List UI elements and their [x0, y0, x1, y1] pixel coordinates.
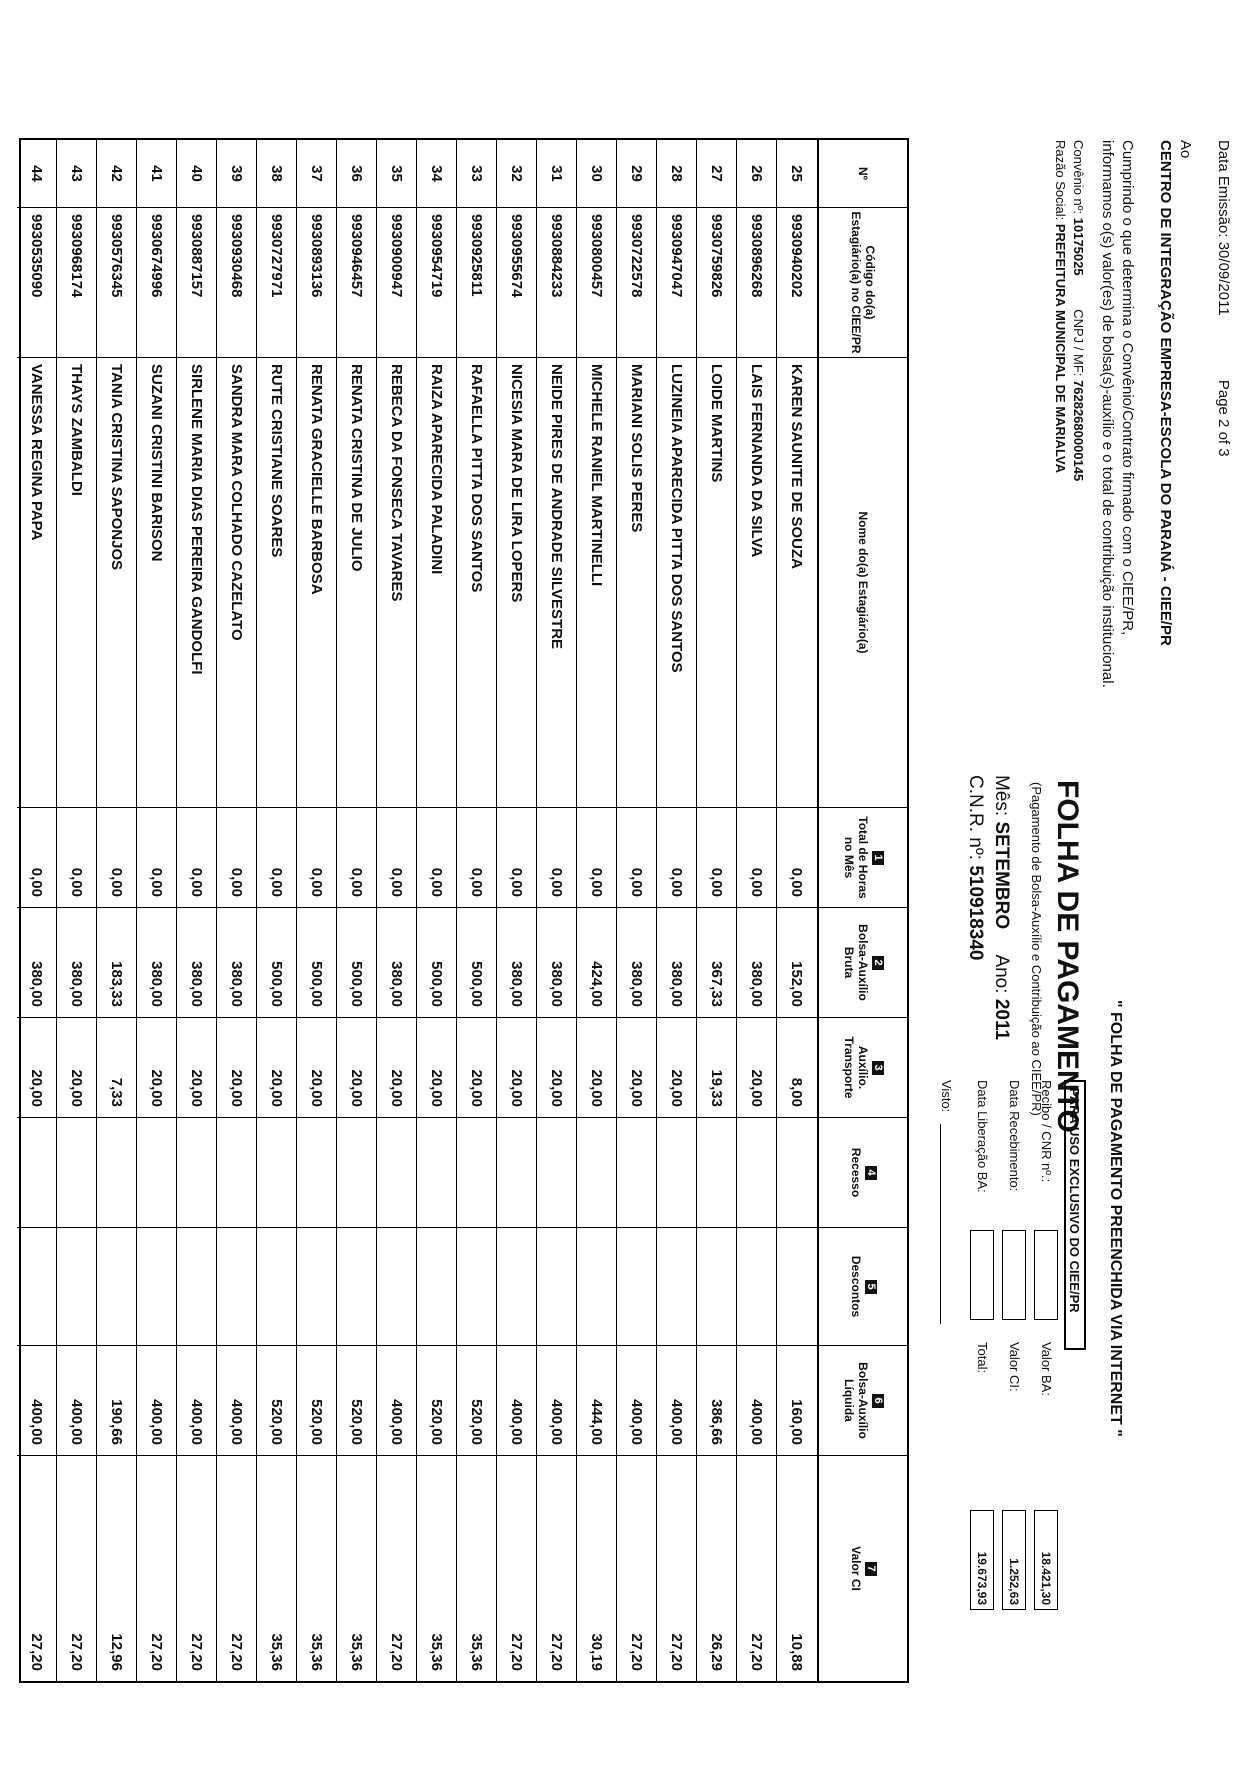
ciee-box-title: PARA USO EXCLUSIVO DO CIEE/PR — [1064, 1080, 1086, 1350]
page-title: FOLHA DE PAGAMENTO — [1051, 780, 1084, 1133]
cell-descontos — [537, 1228, 577, 1346]
cell-descontos — [57, 1228, 97, 1346]
cell-valor-ci: 27,20 — [28, 1633, 46, 1671]
column-header-intern-code — [819, 208, 907, 358]
valor-ba-field: 18.421,30 — [1034, 1510, 1058, 1610]
cell-row-number: 33 — [457, 140, 497, 208]
cell-auxilio-transporte: 20,00 — [257, 1018, 297, 1118]
cell-intern-code: 9930968174 — [57, 208, 97, 358]
cell-valor-ci: 35,36 — [348, 1633, 366, 1671]
cell-intern-code: 9930954719 — [417, 208, 457, 358]
cell-intern-name: MICHELE RANIEL MARTINELLI — [577, 358, 617, 808]
cell-intern-name: MARIANI SOLIS PERES — [617, 358, 657, 808]
column-number-badge: 2 — [872, 956, 884, 970]
cell-valor-ci: 27,20 — [148, 1633, 166, 1671]
cell-row-number: 37 — [297, 140, 337, 208]
cell-row-number: 30 — [577, 140, 617, 208]
recibo-field[interactable] — [1034, 1230, 1058, 1320]
cell-valor-ci: 30,19 — [588, 1633, 606, 1671]
cell-row-number: 28 — [657, 140, 697, 208]
cell-intern-name: REBECA DA FONSECA TAVARES — [377, 358, 417, 808]
cell-intern-code: 9930893136 — [297, 208, 337, 358]
cell-intern-code: 9930896268 — [737, 208, 777, 358]
cell-bolsa-liquida: 400,00 — [217, 1346, 257, 1456]
cell-intern-name: RUTE CRISTIANE SOARES — [257, 358, 297, 808]
cell-total-hours: 0,00 — [177, 808, 217, 908]
cell-bolsa-bruta: 380,00 — [57, 908, 97, 1018]
cell-row-number: 44 — [17, 140, 57, 208]
column-header-label: Código do(a) Estagiário(a) no CIEE/PR — [849, 211, 877, 354]
cell-recesso — [617, 1118, 657, 1228]
cell-intern-code: 9930727971 — [257, 208, 297, 358]
cell-recesso — [457, 1118, 497, 1228]
cell-valor-ci: 35,36 — [268, 1633, 286, 1671]
cell-total-hours: 0,00 — [377, 808, 417, 908]
cell-descontos — [457, 1228, 497, 1346]
cell-intern-name: RAFAELLA PITTA DOS SANTOS — [457, 358, 497, 808]
cell-intern-code: 9930674996 — [137, 208, 177, 358]
ciee-exclusive-box — [939, 1080, 1086, 1660]
cell-auxilio-transporte: 7,33 — [97, 1018, 137, 1118]
cell-auxilio-transporte: 20,00 — [177, 1018, 217, 1118]
cell-intern-name: NEIDE PIRES DE ANDRADE SILVESTRE — [537, 358, 577, 808]
cell-recesso — [257, 1118, 297, 1228]
cell-row-number: 32 — [497, 140, 537, 208]
cell-bolsa-bruta: 500,00 — [257, 908, 297, 1018]
column-header-label: Total de Horas no Mês — [842, 816, 870, 899]
data-emissao-label: Data Emissão: — [1215, 140, 1232, 238]
cell-auxilio-transporte: 20,00 — [297, 1018, 337, 1118]
cell-intern-code: 9930930468 — [217, 208, 257, 358]
cell-total-hours: 0,00 — [697, 808, 737, 908]
cell-intern-name: LOIDE MARTINS — [697, 358, 737, 808]
table-row — [176, 140, 217, 1681]
cell-recesso — [337, 1118, 377, 1228]
cell-intern-code: 9930955674 — [497, 208, 537, 358]
cell-descontos — [177, 1228, 217, 1346]
ano-label: Ano: — [991, 954, 1012, 994]
column-header-label: Bolsa-Auxílio Líquida — [842, 1362, 870, 1439]
cell-bolsa-liquida: 520,00 — [417, 1346, 457, 1456]
total-field: 19.673,93 — [970, 1510, 994, 1610]
cell-auxilio-transporte: 20,00 — [497, 1018, 537, 1118]
column-number-badge: 3 — [872, 1061, 884, 1075]
cell-auxilio-transporte: 20,00 — [137, 1018, 177, 1118]
cell-recesso — [217, 1118, 257, 1228]
table-row — [256, 140, 297, 1681]
cell-row-number: 41 — [137, 140, 177, 208]
cell-descontos — [257, 1228, 297, 1346]
column-header-auxilio-transporte — [819, 1018, 907, 1118]
cell-row-number: 38 — [257, 140, 297, 208]
table-row — [696, 140, 737, 1681]
cell-valor-ci: 27,20 — [388, 1633, 406, 1671]
cell-intern-name: SANDRA MARA COLHADO CAZELATO — [217, 358, 257, 808]
table-row — [616, 140, 657, 1681]
cell-descontos — [697, 1228, 737, 1346]
cell-bolsa-bruta: 380,00 — [377, 908, 417, 1018]
table-row — [216, 140, 257, 1681]
cell-descontos — [137, 1228, 177, 1346]
table-row — [56, 140, 97, 1681]
cell-descontos — [777, 1228, 817, 1346]
cell-valor-ci: 26,29 — [708, 1633, 726, 1671]
column-header-valor-ci — [819, 1456, 907, 1681]
cell-descontos — [417, 1228, 457, 1346]
convenio-value: 10175025 — [1071, 217, 1086, 276]
mes-label: Mês: — [991, 775, 1012, 817]
cell-auxilio-transporte: 19,33 — [697, 1018, 737, 1118]
convenio-label: Convênio nº: — [1071, 140, 1086, 215]
column-number-badge: 4 — [865, 1166, 877, 1180]
cell-descontos — [377, 1228, 417, 1346]
column-header-recesso — [819, 1118, 907, 1228]
cell-intern-name: RENATA CRISTINA DE JULIO — [337, 358, 377, 808]
column-header-label: Bolsa-Auxílio Bruta — [842, 924, 870, 1001]
visto-label: Visto: — [939, 1080, 954, 1113]
cell-valor-ci: 12,96 — [108, 1633, 126, 1671]
cell-descontos — [497, 1228, 537, 1346]
cell-valor-ci: 27,20 — [228, 1633, 246, 1671]
cell-intern-code: 9930576345 — [97, 208, 137, 358]
cell-bolsa-liquida: 400,00 — [177, 1346, 217, 1456]
valor-ci-field: 1.252,63 — [1002, 1510, 1026, 1610]
cell-recesso — [537, 1118, 577, 1228]
cell-intern-code: 9930800457 — [577, 208, 617, 358]
table-header-row — [817, 140, 907, 1681]
table-row — [296, 140, 337, 1681]
cell-intern-code: 9930759826 — [697, 208, 737, 358]
cell-total-hours: 0,00 — [297, 808, 337, 908]
cell-recesso — [417, 1118, 457, 1228]
cell-row-number: 26 — [737, 140, 777, 208]
cell-row-number: 42 — [97, 140, 137, 208]
cnr-value: 510918340 — [965, 865, 986, 961]
cell-bolsa-liquida: 400,00 — [497, 1346, 537, 1456]
month-year-line — [990, 775, 1012, 1040]
ao-label: Ao — [1177, 140, 1194, 159]
cell-total-hours: 0,00 — [457, 808, 497, 908]
cell-valor-ci: 27,20 — [188, 1633, 206, 1671]
cell-auxilio-transporte: 20,00 — [537, 1018, 577, 1118]
cell-intern-code: 9930946457 — [337, 208, 377, 358]
cell-bolsa-bruta: 500,00 — [337, 908, 377, 1018]
razao-label: Razão Social: — [1053, 140, 1068, 221]
cell-bolsa-liquida: 444,00 — [577, 1346, 617, 1456]
cell-auxilio-transporte: 20,00 — [457, 1018, 497, 1118]
razao-value: PREFEITURA MUNICIPAL DE MARIALVA — [1053, 223, 1068, 474]
cell-row-number: 39 — [217, 140, 257, 208]
valor-ci-label: Valor CI: — [1007, 1342, 1022, 1392]
cell-descontos — [97, 1228, 137, 1346]
cnpj-value: 76282680000145 — [1071, 380, 1086, 482]
cell-total-hours: 0,00 — [657, 808, 697, 908]
cnr-line — [964, 775, 986, 960]
cell-valor-ci: 27,20 — [508, 1633, 526, 1671]
razao-line — [1053, 140, 1068, 473]
cell-recesso — [577, 1118, 617, 1228]
cell-row-number: 40 — [177, 140, 217, 208]
cell-total-hours: 0,00 — [617, 808, 657, 908]
table-row — [456, 140, 497, 1681]
cell-recesso — [57, 1118, 97, 1228]
recebimento-field[interactable] — [1002, 1230, 1026, 1320]
page-indicator: Page 2 of 3 — [1215, 379, 1232, 457]
cell-intern-code: 9930884233 — [537, 208, 577, 358]
column-header-label: Descontos — [849, 1255, 863, 1318]
cell-row-number: 36 — [337, 140, 377, 208]
recipient-name: CENTRO DE INTEGRAÇÃO EMPRESA-ESCOLA DO PARANÁ - CIEE/PR — [1157, 140, 1174, 646]
cell-valor-ci: 27,20 — [68, 1633, 86, 1671]
cell-intern-code: 9930900947 — [377, 208, 417, 358]
cell-bolsa-bruta: 500,00 — [297, 908, 337, 1018]
cell-row-number: 34 — [417, 140, 457, 208]
cell-bolsa-bruta: 380,00 — [137, 908, 177, 1018]
liberacao-label: Data Liberação BA: — [975, 1080, 990, 1193]
cell-bolsa-liquida: 400,00 — [17, 1346, 57, 1456]
cell-intern-code: 9930947047 — [657, 208, 697, 358]
cell-row-number: 29 — [617, 140, 657, 208]
cell-bolsa-bruta: 380,00 — [617, 908, 657, 1018]
cell-bolsa-bruta: 152,00 — [777, 908, 817, 1018]
column-number-badge: 5 — [865, 1280, 877, 1294]
table-row — [136, 140, 177, 1681]
table-row — [376, 140, 417, 1681]
cell-bolsa-bruta: 183,33 — [97, 908, 137, 1018]
cell-row-number: 43 — [57, 140, 97, 208]
table-row — [96, 140, 137, 1681]
cell-auxilio-transporte: 20,00 — [337, 1018, 377, 1118]
cell-intern-name: LAIS FERNANDA DA SILVA — [737, 358, 777, 808]
cell-row-number: 25 — [777, 140, 817, 208]
cell-total-hours: 0,00 — [137, 808, 177, 908]
table-row — [536, 140, 577, 1681]
cell-descontos — [577, 1228, 617, 1346]
cell-auxilio-transporte: 20,00 — [417, 1018, 457, 1118]
cell-descontos — [297, 1228, 337, 1346]
cell-descontos — [737, 1228, 777, 1346]
column-header-descontos — [819, 1228, 907, 1346]
cell-recesso — [737, 1118, 777, 1228]
cell-total-hours: 0,00 — [417, 808, 457, 908]
cell-auxilio-transporte: 8,00 — [777, 1018, 817, 1118]
column-header-bolsa-bruta — [819, 908, 907, 1018]
data-emissao-value: 30/09/2011 — [1215, 241, 1232, 316]
cell-row-number: 27 — [697, 140, 737, 208]
body-line-2: informamos o(s) valor(es) de bolsa(s)-auxílio e o total de contribuição institucional. — [1099, 140, 1116, 688]
cell-bolsa-bruta: 380,00 — [497, 908, 537, 1018]
column-header-label: Auxílio. Transporte — [842, 1036, 870, 1099]
ano-value: 2011 — [991, 998, 1012, 1041]
column-header-label: Nome do(a) Estagiário(a) — [856, 511, 870, 654]
cell-intern-name: THAYS ZAMBALDI — [57, 358, 97, 808]
cell-intern-name: SIRLENE MARIA DIAS PEREIRA GANDOLFI — [177, 358, 217, 808]
cell-descontos — [617, 1228, 657, 1346]
table-row — [17, 140, 57, 1681]
cell-intern-name: SUZANI CRISTINI BARISON — [137, 358, 177, 808]
cell-auxilio-transporte: 20,00 — [377, 1018, 417, 1118]
cell-intern-name: NICESIA MARA DE LIRA LOPERS — [497, 358, 537, 808]
cell-auxilio-transporte: 20,00 — [737, 1018, 777, 1118]
cell-auxilio-transporte: 20,00 — [657, 1018, 697, 1118]
cell-bolsa-liquida: 520,00 — [297, 1346, 337, 1456]
cell-bolsa-bruta: 380,00 — [657, 908, 697, 1018]
cell-descontos — [17, 1228, 57, 1346]
cell-valor-ci: 35,36 — [308, 1633, 326, 1671]
cell-total-hours: 0,00 — [217, 808, 257, 908]
column-number-badge: 6 — [872, 1394, 884, 1408]
cell-bolsa-liquida: 386,66 — [697, 1346, 737, 1456]
cell-auxilio-transporte: 20,00 — [17, 1018, 57, 1118]
cell-bolsa-bruta: 380,00 — [737, 908, 777, 1018]
cell-row-number: 31 — [537, 140, 577, 208]
liberacao-field[interactable] — [970, 1230, 994, 1320]
valor-ba-label: Valor BA: — [1039, 1342, 1054, 1396]
column-number-badge: 1 — [872, 851, 884, 865]
cell-intern-name: LUZINEIA APARECIDA PITTA DOS SANTOS — [657, 358, 697, 808]
cell-recesso — [177, 1118, 217, 1228]
column-header-row-number — [819, 140, 907, 208]
cell-bolsa-liquida: 400,00 — [377, 1346, 417, 1456]
cell-bolsa-liquida: 400,00 — [57, 1346, 97, 1456]
cell-bolsa-liquida: 190,66 — [97, 1346, 137, 1456]
cell-auxilio-transporte: 20,00 — [577, 1018, 617, 1118]
cell-bolsa-liquida: 400,00 — [737, 1346, 777, 1456]
cell-bolsa-liquida: 520,00 — [457, 1346, 497, 1456]
cell-auxilio-transporte: 20,00 — [617, 1018, 657, 1118]
cell-total-hours: 0,00 — [97, 808, 137, 908]
cell-total-hours: 0,00 — [17, 808, 57, 908]
cell-valor-ci: 35,36 — [468, 1633, 486, 1671]
column-header-label: Valor CI — [849, 1546, 863, 1591]
cell-recesso — [697, 1118, 737, 1228]
column-header-label: Nº — [856, 166, 870, 181]
recebimento-label: Data Recebimento: — [1007, 1080, 1022, 1192]
cell-intern-name: VANESSA REGINA PAPA — [17, 358, 57, 808]
column-number-badge: 7 — [865, 1562, 877, 1576]
cell-intern-name: RENATA GRACIELLE BARBOSA — [297, 358, 337, 808]
total-label: Total: — [975, 1342, 990, 1374]
cell-total-hours: 0,00 — [257, 808, 297, 908]
cell-intern-name: TANIA CRISTINA SAPONJOS — [97, 358, 137, 808]
column-header-label: Recesso — [849, 1147, 863, 1198]
cell-recesso — [137, 1118, 177, 1228]
cell-bolsa-bruta: 367,33 — [697, 908, 737, 1018]
cell-recesso — [297, 1118, 337, 1228]
table-row — [656, 140, 697, 1681]
cell-recesso — [657, 1118, 697, 1228]
cell-intern-code: 9930925811 — [457, 208, 497, 358]
recibo-label: Recibo / CNR nº.: — [1039, 1080, 1054, 1183]
cell-bolsa-bruta: 380,00 — [537, 908, 577, 1018]
visto-signature-line — [940, 1124, 941, 1324]
cell-descontos — [657, 1228, 697, 1346]
cell-recesso — [777, 1118, 817, 1228]
cell-intern-name: RAIZA APARECIDA PALADINI — [417, 358, 457, 808]
cell-valor-ci: 35,36 — [428, 1633, 446, 1671]
cell-bolsa-liquida: 400,00 — [537, 1346, 577, 1456]
cell-intern-name: KAREN SAUNITE DE SOUZA — [777, 358, 817, 808]
cell-bolsa-liquida: 520,00 — [257, 1346, 297, 1456]
cell-descontos — [337, 1228, 377, 1346]
cell-intern-code: 9930535090 — [17, 208, 57, 358]
cell-bolsa-bruta: 380,00 — [17, 908, 57, 1018]
cell-intern-code: 9930887157 — [177, 208, 217, 358]
cell-total-hours: 0,00 — [577, 808, 617, 908]
cnr-label: C.N.R. nº: — [965, 775, 986, 861]
page-subtitle: (Pagamento de Bolsa-Auxílio e Contribuição ao CIEE/PR) — [1029, 782, 1044, 1116]
cell-valor-ci: 10,88 — [788, 1633, 806, 1671]
cell-intern-code: 9930722578 — [617, 208, 657, 358]
cell-bolsa-bruta: 380,00 — [217, 908, 257, 1018]
cell-bolsa-liquida: 520,00 — [337, 1346, 377, 1456]
body-line-1: Cumprindo o que determina o Convênio/Contrato firmado com o CIEE/PR, — [1119, 140, 1136, 636]
cell-total-hours: 0,00 — [57, 808, 97, 908]
cell-valor-ci: 27,20 — [628, 1633, 646, 1671]
cell-auxilio-transporte: 20,00 — [217, 1018, 257, 1118]
cell-valor-ci: 27,20 — [748, 1633, 766, 1671]
convenio-line — [1071, 140, 1086, 481]
cell-bolsa-bruta: 424,00 — [577, 908, 617, 1018]
column-header-total-hours — [819, 808, 907, 908]
cell-total-hours: 0,00 — [777, 808, 817, 908]
cnpj-label: CNPJ / MF: — [1071, 309, 1086, 377]
payroll-table — [19, 138, 909, 1683]
cell-total-hours: 0,00 — [337, 808, 377, 908]
cell-bolsa-bruta: 500,00 — [417, 908, 457, 1018]
mes-value: SETEMBRO — [991, 821, 1012, 930]
cell-recesso — [377, 1118, 417, 1228]
table-row — [736, 140, 777, 1681]
cell-recesso — [497, 1118, 537, 1228]
cell-bolsa-bruta: 380,00 — [177, 908, 217, 1018]
internet-notice: " FOLHA DE PAGAMENTO PREENCHIDA VIA INTERNET " — [1107, 1000, 1124, 1437]
cell-total-hours: 0,00 — [537, 808, 577, 908]
cell-bolsa-bruta: 500,00 — [457, 908, 497, 1018]
table-row — [336, 140, 377, 1681]
column-header-intern-name — [819, 358, 907, 808]
cell-bolsa-liquida: 160,00 — [777, 1346, 817, 1456]
table-row — [416, 140, 457, 1681]
cell-valor-ci: 27,20 — [668, 1633, 686, 1671]
emission-line — [1215, 140, 1232, 457]
cell-valor-ci: 27,20 — [548, 1633, 566, 1671]
table-row — [496, 140, 537, 1681]
cell-auxilio-transporte: 20,00 — [57, 1018, 97, 1118]
cell-bolsa-liquida: 400,00 — [617, 1346, 657, 1456]
cell-recesso — [97, 1118, 137, 1228]
cell-bolsa-liquida: 400,00 — [657, 1346, 697, 1456]
column-header-bolsa-liquida — [819, 1346, 907, 1456]
table-row — [776, 140, 817, 1681]
cell-row-number: 35 — [377, 140, 417, 208]
cell-descontos — [217, 1228, 257, 1346]
cell-intern-code: 9930940202 — [777, 208, 817, 358]
cell-bolsa-liquida: 400,00 — [137, 1346, 177, 1456]
cell-total-hours: 0,00 — [737, 808, 777, 908]
cell-total-hours: 0,00 — [497, 808, 537, 908]
cell-recesso — [17, 1118, 57, 1228]
table-row — [576, 140, 617, 1681]
